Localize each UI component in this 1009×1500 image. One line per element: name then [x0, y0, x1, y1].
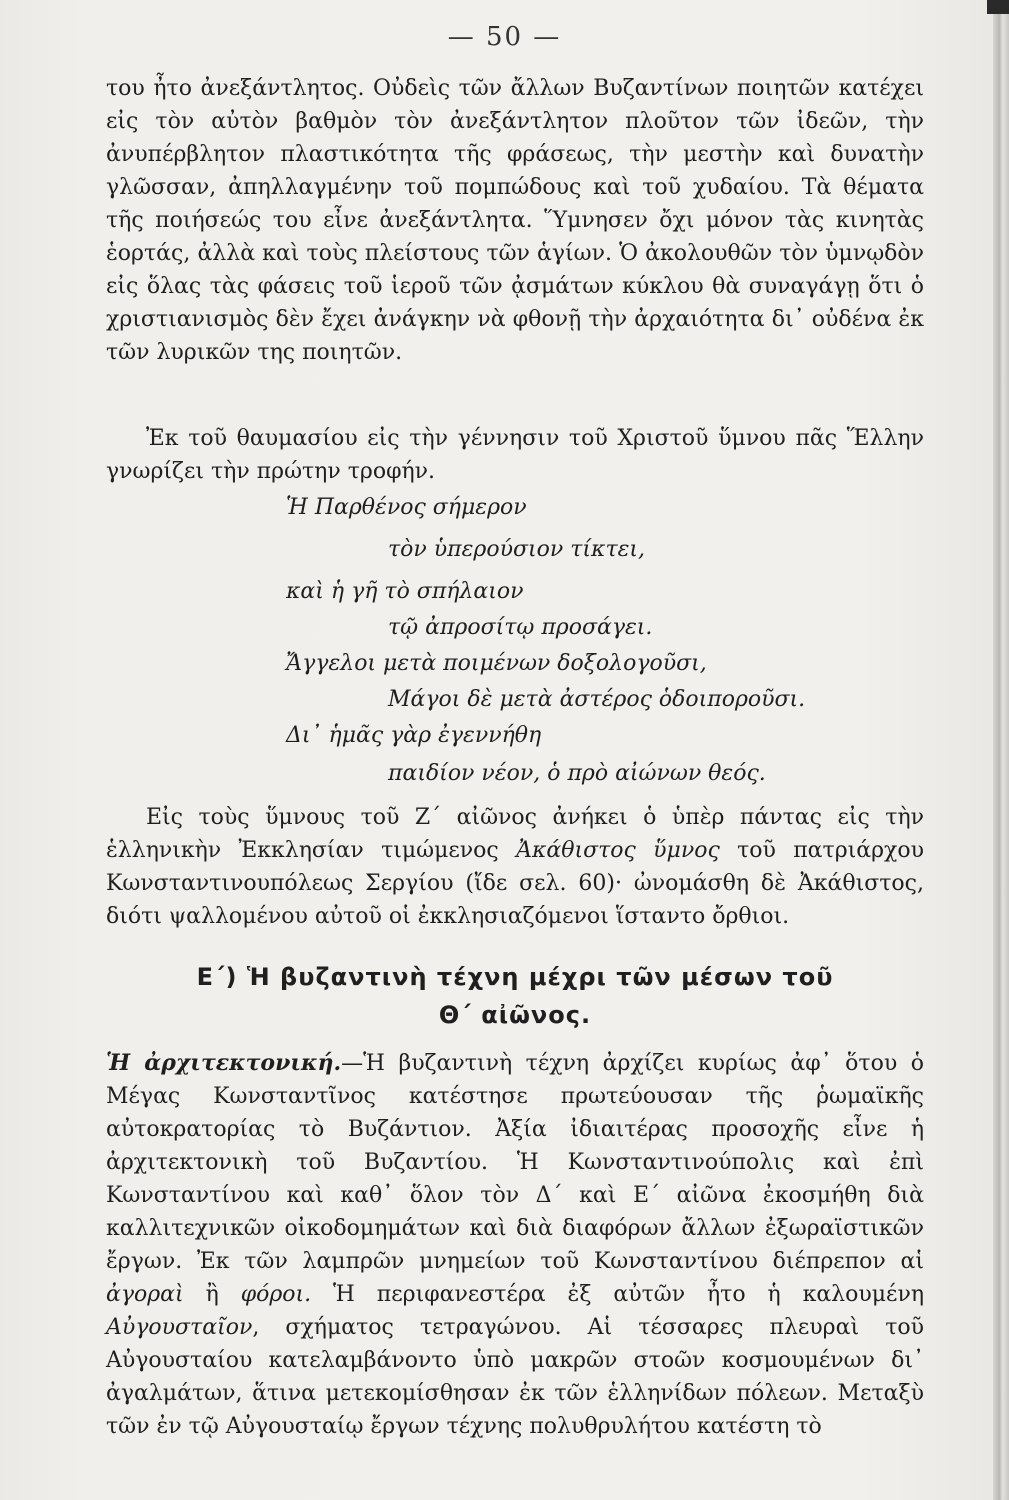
paragraph-text: του ἦτο ἀνεξάντλητος. Οὐδεὶς τῶν ἄλλων Βυζαντίνων ποιητῶν κατέχει εἰς τὸν αὐτὸν βαθμὸν τὸν ἀνεξάντλητον πλοῦτον τῶν ἰδεῶν, τὴν ἀνυπέρβλητον πλαστικότητα τῆς φράσεως, τὴν μεστὴν καὶ δυνατὴν γλῶσσαν, ἀπηλλαγμένην τοῦ πομπώδους καὶ τοῦ χυδαίου. Τὰ θέματα τῆς ποιήσεώς του εἶνε ἀνεξάντλητα. Ὕμνησεν ὄχι μόνον τὰς κινητὰς ἑορτάς, ἀλλὰ καὶ τοὺς πλείστους τῶν ἁγίων. Ὁ ἀκολουθῶν τὸν ὑμνῳδὸν εἰς ὅλας τὰς φάσεις τοῦ ἱεροῦ τῶν ᾀσμάτων κύκλου θὰ συναγάγῃ ὅτι ὁ χριστιανισμὸς δὲν ἔχει ἀνάγκην νὰ φθονῇ τὴν ἀρχαιότητα δι᾿ οὐδένα ἐκ τῶν λυρικῶν της ποιητῶν.: [106, 76, 924, 365]
text-run: ἢ: [183, 1282, 241, 1307]
page-corner-mark: [987, 0, 1009, 14]
italic-term: ἀγοραὶ: [106, 1282, 184, 1307]
section-heading: [106, 958, 924, 1034]
poem-line: τῷ ἀπροσίτῳ προσάγει.: [388, 615, 653, 640]
poem-line: τὸν ὑπερούσιον τίκτει,: [388, 537, 646, 562]
poem-line: Μάγοι δὲ μετὰ ἀστέρος ὁδοιποροῦσι.: [388, 687, 806, 712]
poem-line: Ἄγγελοι μετὰ ποιμένων δοξολογοῦσι,: [286, 651, 707, 676]
italic-term: φόροι.: [240, 1282, 312, 1307]
paragraph-text: [106, 1047, 924, 1443]
italic-term-akathistos: Ἀκάθιστος ὕμνος: [516, 838, 720, 863]
section-heading-line: Ε΄) Ἡ βυζαντινὴ τέχνη μέχρι τῶν μέσων τοῦ: [196, 963, 834, 991]
poem-line: Ἡ Παρθένος σήμερον: [286, 495, 527, 520]
paragraph-text: Ἐκ τοῦ θαυμασίου εἰς τὴν γέννησιν τοῦ Χριστοῦ ὕμνου πᾶς Ἕλλην γνωρίζει τὴν πρώτην τροφήν.: [106, 426, 924, 484]
paragraph-text: [106, 801, 924, 933]
paragraph-romanos-poetry: [106, 72, 924, 369]
paragraph-akathist-hymn: [106, 801, 924, 933]
text-run: —Ἡ βυζαντινὴ τέχνη ἀρχίζει κυρίως ἀφ᾿ ὅτου ὁ Μέγας Κωνσταντῖνος κατέστησε πρωτεύουσαν τῆς ῥωμαϊκῆς αὐτοκρατορίας τὸ Βυζάντιον. Ἀξία ἰδιαιτέρας προσοχῆς εἶνε ἡ ἀρχιτεκτονικὴ τοῦ Βυζαντίου. Ἡ Κωνσταντινούπολις καὶ ἐπὶ Κωνσταντίνου καὶ καθ᾿ ὅλον τὸν Δ΄ καὶ Ε΄ αἰῶνα ἐκοσμήθη διὰ καλλιτεχνικῶν οἰκοδομημάτων καὶ διὰ διαφόρων ἄλλων ἐξωραϊστικῶν ἔργων. Ἐκ τῶν λαμπρῶν μνημείων τοῦ Κωνσταντίνου διέπρεπον αἱ: [106, 1051, 924, 1274]
poem-line: παιδίον νέον, ὁ πρὸ αἰώνων θεός.: [388, 761, 766, 786]
section-heading-line: Θ΄ αἰῶνος.: [438, 1001, 592, 1029]
poem-line: καὶ ἡ γῆ τὸ σπήλαιον: [286, 579, 524, 604]
text-run: , σχήματος τετραγώνου. Αἱ τέσσαρες πλευραὶ τοῦ Αὐγουσταίου κατελαμβάνοντο ὑπὸ μακρῶν στοῶν κοσμουμένων δι᾿ ἀγαλμάτων, ἅτινα μετεκομίσθησαν ἐκ τῶν ἑλληνίδων πόλεων. Μεταξὺ τῶν ἐν τῷ Αὐγουσταίῳ ἔργων τέχνης πολυθρυλήτου κατέστη τὸ: [106, 1315, 924, 1439]
page-edge-shadow: [993, 0, 1009, 1500]
poem-line: Δι᾿ ἡμᾶς γὰρ ἐγεννήθη: [286, 723, 542, 748]
paragraph-lead-heading: Ἡ ἀρχιτεκτονική.: [106, 1050, 342, 1076]
text-run: Ἡ περιφανεστέρα ἐξ αὐτῶν ἦτο ἡ καλουμένη: [311, 1282, 924, 1307]
paragraph-christmas-hymn-intro: [106, 422, 924, 488]
text-run: τοῦ πατριάρχου Κωνσταντινουπόλεως Σεργίου (ἴδε σελ. 60)· ὠνομάσθη δὲ Ἀκάθιστος, διότι ψαλλομένου αὐτοῦ οἱ ἐκκλησιαζόμενοι ἵσταντο ὄρθιοι.: [106, 838, 925, 929]
text-run: Εἰς τοὺς ὕμνους τοῦ Ζ΄ αἰῶνος ἀνήκει ὁ ὑπὲρ πάντας εἰς τὴν ἑλληνικὴν Ἐκκλησίαν τιμώμενος: [106, 805, 924, 863]
paragraph-architecture: [106, 1047, 924, 1443]
italic-term: Αὐγουσταῖον: [106, 1315, 253, 1340]
page-number: — 50 —: [447, 22, 562, 52]
